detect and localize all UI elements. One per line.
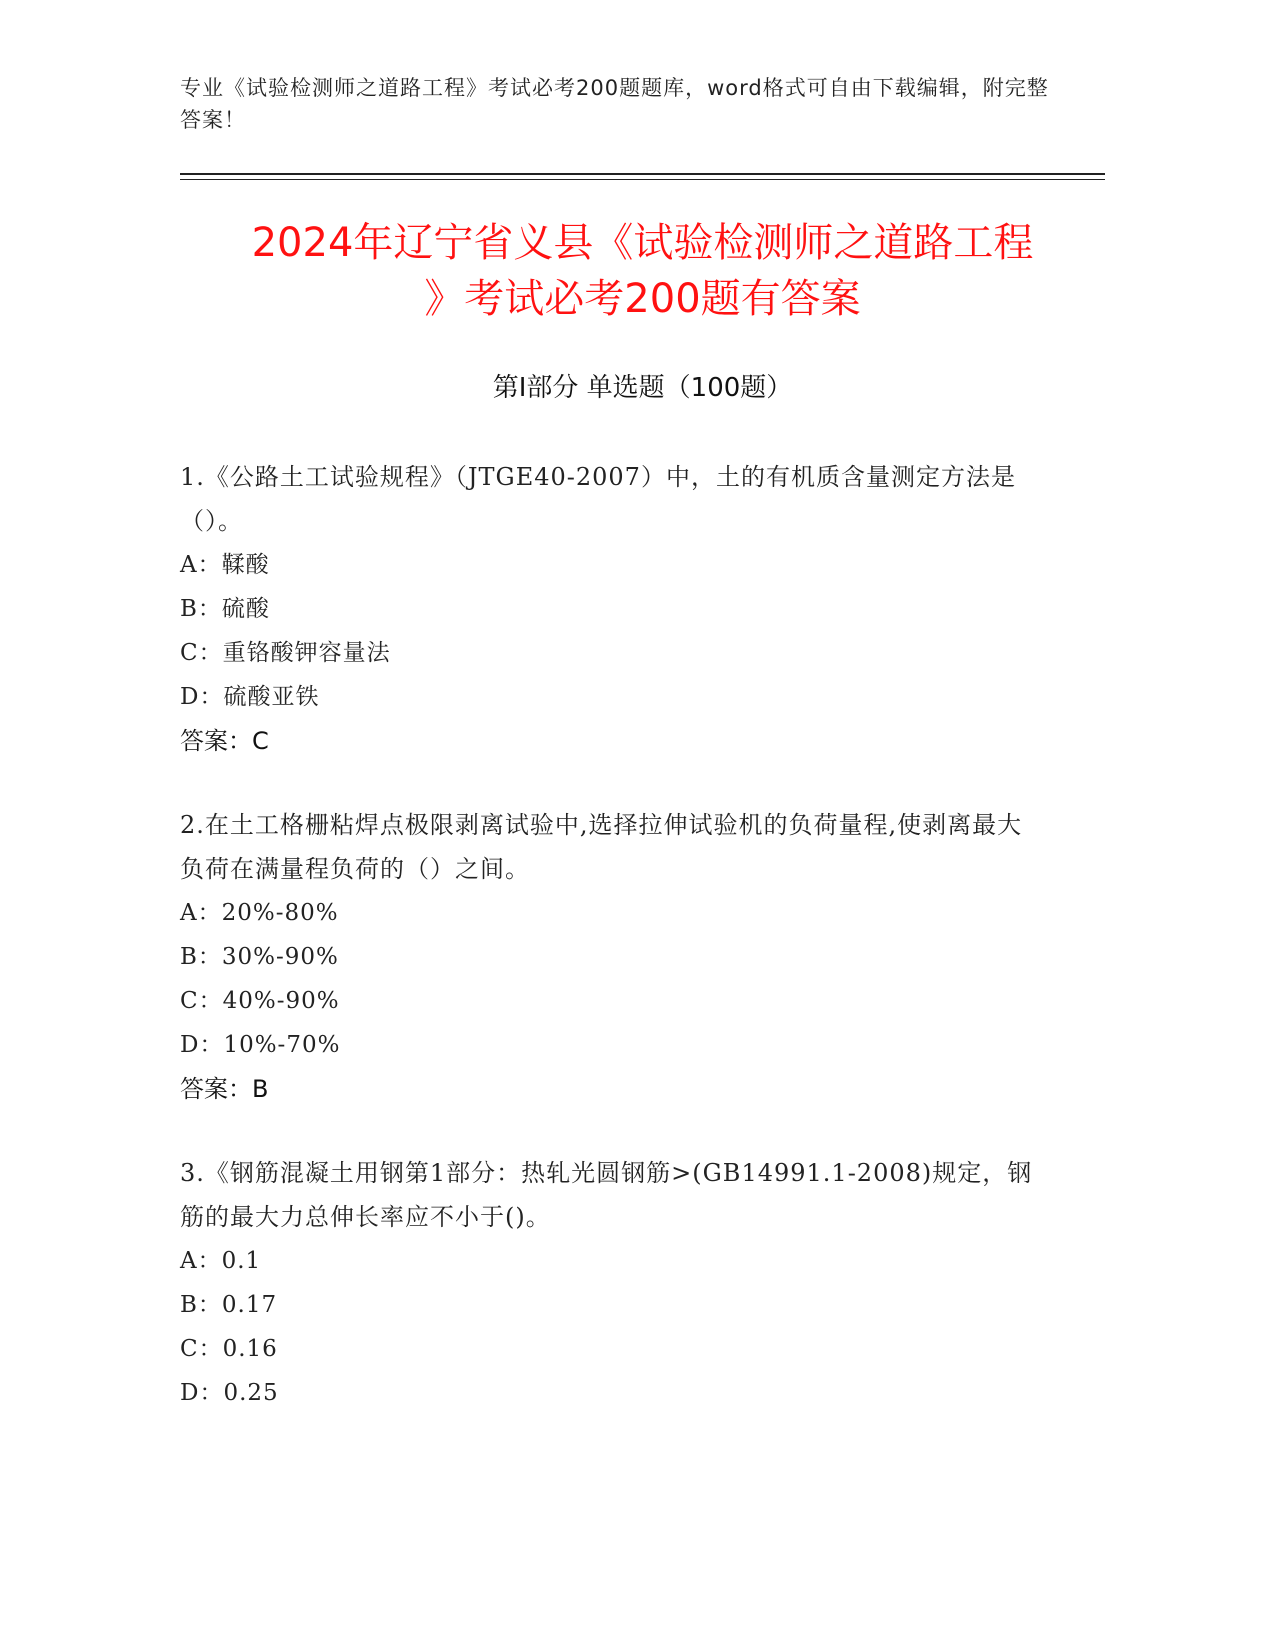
option-b: B：0.17 <box>180 1292 278 1318</box>
header-divider-thick <box>180 173 1105 175</box>
option-c: C：40%-90% <box>180 988 340 1014</box>
document-title <box>180 215 1105 327</box>
header-divider-thin <box>180 179 1105 180</box>
option-b: B：硫酸 <box>180 596 270 622</box>
question-3 <box>180 1151 1040 1415</box>
question-text: 3.《钢筋混凝土用钢第1部分：热轧光圆钢筋>(GB14991.1-2008)规定，钢筋的最大力总伸长率应不小于()。 <box>180 1159 1033 1231</box>
option-d: D：硫酸亚铁 <box>180 684 320 710</box>
question-1 <box>180 455 1040 763</box>
option-d: D：10%-70% <box>180 1032 341 1058</box>
document-title-line-1: 2024年辽宁省义县《试验检测师之道路工程 <box>251 220 1034 266</box>
answer-line: 答案：C <box>180 727 269 755</box>
question-list <box>180 455 1040 1455</box>
option-a: A：20%-80% <box>180 900 339 926</box>
question-text: 1.《公路土工试验规程》（JTGE40-2007）中，土的有机质含量测定方法是（）。 <box>180 463 1016 535</box>
section-title: 第Ⅰ部分 单选题（100题） <box>492 373 793 403</box>
header-note: 专业《试验检测师之道路工程》考试必考200题题库，word格式可自由下载编辑，附完整答案！ <box>180 76 1049 132</box>
option-a: A：0.1 <box>180 1248 262 1274</box>
document-title-line-2: 》考试必考200题有答案 <box>424 276 861 322</box>
question-text: 2.在土工格栅粘焊点极限剥离试验中,选择拉伸试验机的负荷量程,使剥离最大负荷在满量程负荷的（）之间。 <box>180 811 1023 883</box>
option-b: B：30%-90% <box>180 944 339 970</box>
option-a: A：鞣酸 <box>180 552 270 578</box>
option-c: C：0.16 <box>180 1336 278 1362</box>
answer-line: 答案：B <box>180 1075 269 1103</box>
option-d: D：0.25 <box>180 1380 279 1406</box>
question-2 <box>180 803 1040 1111</box>
option-c: C：重铬酸钾容量法 <box>180 640 391 666</box>
